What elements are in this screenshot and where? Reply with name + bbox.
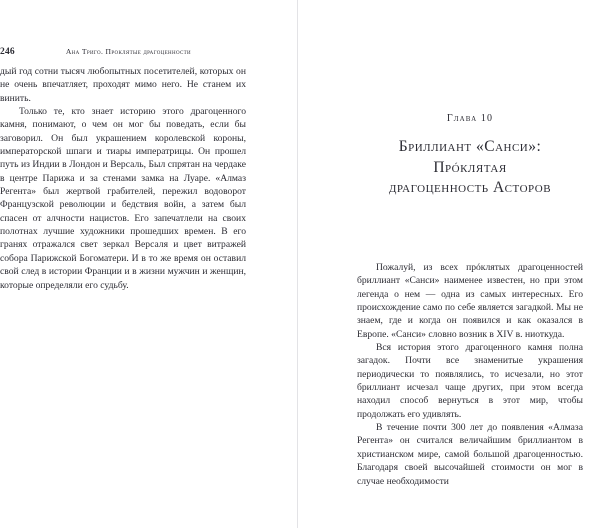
paragraph: дый год сотни тысяч любопытных посетителей, которых он не очень впечатляет, проходят мимо него. Не станем их винить. — [0, 66, 246, 104]
left-page-running-head — [0, 47, 246, 59]
paragraph: Только те, кто знает историю этого драгоценного камня, понимают, о чем он мог бы поведать, если бы заговорил. Он был украшением королевской короны, императорской шпаги и тиары императрицы. Он прошел путь из Индии в Лондон и Версаль, Был спрятан на чердаке в центре Парижа и за стенами замка на Луаре. «Алмаз Регента» был жертвой грабителей, пережил водоворот Французской революции и бедствия войн, а затем был спасен от алчности нацистов. Его запечатлели на своих полотнах лучшие художники прошедших времен. В его гранях отражался свет зеркал Версаля и цвет витражей собора Парижской Богоматери. И в то же время он оставил свой след в истории Франции и в жизни мужчин и женщин, которые определяли его судьбу. — [0, 106, 246, 291]
chapter-title — [357, 137, 583, 199]
right-page — [298, 0, 600, 528]
left-page-textblock — [0, 65, 246, 292]
running-title: Ана Триго. Проклятые драгоценности — [65, 47, 192, 56]
left-page — [0, 0, 297, 528]
page-number: 246 — [0, 47, 15, 57]
chapter-title-line: драгоценность Асторов — [388, 179, 552, 197]
paragraph: В течение почти 300 лет до появления «Алмаза Регента» он считался величайшим бриллиантом в христианском мире, самой большой драгоценностью. Благодаря своей высочайшей стоимости он мог в случае необходимости — [357, 422, 583, 487]
paragraph: Вся история этого драгоценного камня полна загадок. Почти все знаменитые украшения периодически то появлялись, то исчезали, но этот бриллиант исчезал чаще других, при этом всегда находил способ вернуться в этот мир, чтобы продолжать его удивлять. — [357, 342, 583, 420]
paragraph: Пожалуй, из всех прóклятых драгоценностей бриллиант «Санси» наименее известен, но при этом легенда о нем — одна из самых интересных. Его происхождение само по себе является загадкой. Мы не знаем, где и когда он появился и как оказался в Европе. «Санси» словно возник в XIV в. ниоткуда. — [357, 262, 583, 340]
chapter-title-line: Прóклятая — [433, 158, 507, 176]
chapter-number: Глава 10 — [446, 113, 494, 124]
chapter-title-line: Бриллиант «Санси»: — [398, 138, 542, 155]
chapter-heading — [357, 113, 583, 199]
right-page-textblock — [357, 261, 583, 488]
